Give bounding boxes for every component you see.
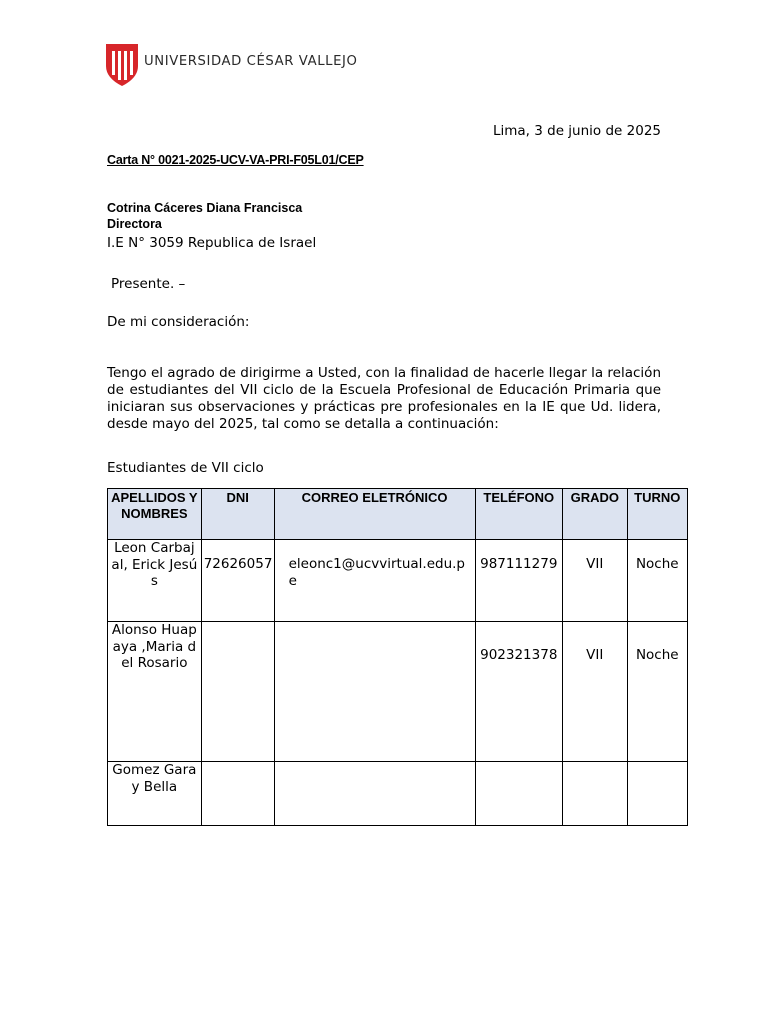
recipient-role: Directora bbox=[107, 217, 162, 231]
cell-grade bbox=[563, 762, 628, 826]
header-phone: TELÉFONO bbox=[475, 489, 562, 540]
cell-dni: 72626057 bbox=[201, 540, 274, 622]
header-name: APELLIDOS Y NOMBRES bbox=[108, 489, 202, 540]
letter-date: Lima, 3 de junio de 2025 bbox=[492, 123, 661, 139]
header-grade: GRADO bbox=[563, 489, 628, 540]
cell-dni bbox=[201, 622, 274, 762]
cell-phone: 902321378 bbox=[475, 622, 562, 762]
cell-name: Alonso Huapaya ,Maria del Rosario bbox=[108, 622, 202, 762]
cell-email bbox=[274, 762, 475, 826]
cell-grade: VII bbox=[563, 622, 628, 762]
salutation: De mi consideración: bbox=[107, 314, 250, 330]
students-table bbox=[107, 488, 688, 826]
cell-phone: 987111279 bbox=[475, 540, 562, 622]
cell-name: Gomez Garay Bella bbox=[108, 762, 202, 826]
letter-reference: Carta N° 0021-2025-UCV-VA-PRI-F05L01/CEP bbox=[107, 153, 364, 167]
logo-wordmark: UNIVERSIDAD CÉSAR VALLEJO bbox=[144, 53, 358, 69]
recipient-institution: I.E N° 3059 Republica de Israel bbox=[107, 235, 317, 251]
university-logo bbox=[106, 44, 358, 86]
header-dni: DNI bbox=[201, 489, 274, 540]
cell-grade: VII bbox=[563, 540, 628, 622]
cell-shift: Noche bbox=[627, 540, 687, 622]
letter-body: Tengo el agrado de dirigirme a Usted, con la finalidad de hacerle llegar la relación de estudiantes del VII ciclo de la Escuela Profesional de Educación Primaria que iniciaran sus observaciones y prácticas pre profesionales en la IE que Ud. lidera, desde mayo del 2025, tal como se detalla a continuación: bbox=[107, 365, 661, 432]
presente-line: Presente. – bbox=[111, 276, 186, 292]
header-shift: TURNO bbox=[627, 489, 687, 540]
ucv-shield-icon bbox=[106, 44, 138, 86]
cell-shift bbox=[627, 762, 687, 826]
table-row bbox=[108, 762, 688, 826]
table-row bbox=[108, 540, 688, 622]
cell-email: eleonc1@ucvvirtual.edu.pe bbox=[274, 540, 475, 622]
cell-phone bbox=[475, 762, 562, 826]
table-row bbox=[108, 622, 688, 762]
recipient-name: Cotrina Cáceres Diana Francisca bbox=[107, 201, 303, 215]
cell-email bbox=[274, 622, 475, 762]
students-heading: Estudiantes de VII ciclo bbox=[107, 460, 264, 476]
header-email: CORREO ELETRÓNICO bbox=[274, 489, 475, 540]
table-header-row bbox=[108, 489, 688, 540]
cell-shift: Noche bbox=[627, 622, 687, 762]
cell-name: Leon Carbajal, Erick Jesús bbox=[108, 540, 202, 622]
cell-dni bbox=[201, 762, 274, 826]
